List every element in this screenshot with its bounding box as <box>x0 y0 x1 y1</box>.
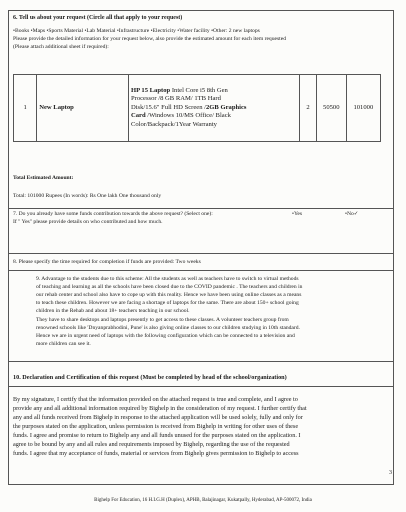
item-desc-l3-bold: 2GB Graphics <box>206 103 247 111</box>
funds-yes-option: •Yes <box>292 211 303 217</box>
declaration-line-7: funds. I agree that my acceptance of funds, material or services from Bighelp gives permission to Bighelp to access <box>13 450 299 457</box>
total-estimated-label: Total Estimated Amount: <box>13 175 74 181</box>
item-desc-l4-bold: Card <box>130 112 146 120</box>
item-qty: 2 <box>300 75 317 142</box>
section-6-heading: 6. Tell us about your request (Circle all that apply to your request) <box>13 15 183 21</box>
advantage-line-9: more children can see it. <box>36 341 91 347</box>
request-instruction-2: (Please attach additional sheet if required): <box>13 44 109 50</box>
advantage-line-7: renowned schools like 'Dnyanprabhodini, Pune' is also giving online classes to our children studying in 10th standard. <box>36 325 300 331</box>
advantage-line-6: They have to share desktops and laptops presently to get access to these classes. A volunteer teachers group from <box>36 317 289 323</box>
item-desc-l4: /Windows 10/MS Office/ Black <box>145 112 231 120</box>
page-footer: Bighelp For Education, 16 H.I.G.H (Duplex), APHB, Balajinagar, Kukatpally, Hyderabad, AP-500072, India <box>94 498 312 503</box>
advantage-line-4: to teach these children. However we are facing a shortage of laptops for the same. There are about 150+ school going <box>36 300 299 306</box>
section-9 <box>9 271 393 362</box>
request-items-table <box>13 74 381 142</box>
item-desc-l1: Intel Core i5 8th Gen <box>170 86 228 94</box>
advantage-line-2: of teaching and learning as all the schools have been closed due to the COVID pandemic . The teachers and children in <box>36 284 303 290</box>
item-total: 101000 <box>346 75 380 142</box>
item-desc-l3: Disk/15.6" Full HD Screen / <box>130 103 206 111</box>
request-instruction-1: Please provide the detailed information for your request below, also provide the estimated amount for each item requested <box>13 36 287 42</box>
section-6 <box>9 11 393 209</box>
funds-question: 7. Do you already have some funds contribution towards the above request? (Select one): <box>13 211 213 217</box>
request-categories: •Books •Maps •Sports Material •Lab Material •Infrastructure •Electricity •Water facility •Other: 2 new laptops <box>13 28 260 34</box>
declaration-line-6: agree to be bound by any and all rules and requirements imposed by Bighelp, regarding the use of the requested <box>13 441 290 448</box>
declaration-line-5: funds. I agree and promise to return to Bighelp any and all funds unused for the purposes stated on the application. I <box>13 432 301 439</box>
section-8 <box>9 254 393 271</box>
declaration-line-3: any and all funds received from Bighelp in response to the attached application will be used solely, fully and only for <box>13 414 303 421</box>
section-10-header <box>9 362 393 387</box>
form-frame <box>8 10 394 485</box>
advantage-line-1: 9. Advantage to the students due to this scheme: All the students as well as teachers have to switch to virtual methods <box>36 276 299 282</box>
funds-followup: If " Yes" please provide details on who contributed and how much. <box>13 219 163 225</box>
advantage-line-5: children in the Rehab and about 18+ teachers teaching in our school. <box>36 308 190 314</box>
declaration-line-2: provide any and all additional information required by Bighelp in the consideration of my request. I further certify that <box>13 405 307 412</box>
completion-time: 8. Please specify the time required for completion if funds are provided: Two weeks <box>13 259 201 265</box>
item-description <box>128 75 299 142</box>
advantage-line-3: our rehab center and school also have to cope up with this reality. Hence we have been using online classes as a means <box>36 292 302 298</box>
item-name: New Laptop <box>37 75 129 142</box>
item-sno: 1 <box>14 75 37 142</box>
section-10-heading: 10. Declaration and Certification of this request (Must be completed by head of the school/organization) <box>13 374 287 381</box>
section-7 <box>9 209 393 254</box>
item-desc-l2: Processor /8 GB RAM/ 1TB Hard <box>130 95 221 103</box>
advantage-line-8: Hence we are in urgent need of laptops with the following configuration which can be connected to a television and <box>36 333 295 339</box>
declaration-line-1: By my signature, I certify that the information provided on the attached request is true and complete, and I agree to <box>13 396 298 403</box>
total-estimated-value: Total: 101000 Rupees (In words): Rs One lakh One thousand only <box>13 193 162 199</box>
funds-no-option: •No✓ <box>345 211 359 217</box>
item-desc-l5: Color/Backpack/1Year Warranty <box>130 120 217 128</box>
item-unit-price: 50500 <box>316 75 346 142</box>
item-desc-bold-1: HP 15 Laptop <box>130 86 171 94</box>
page-number: 3 <box>389 470 392 476</box>
declaration-line-4: the purposes stated on the application, unless permission is received from Bighelp in writing for other uses of these <box>13 423 299 430</box>
table-row <box>14 75 381 142</box>
